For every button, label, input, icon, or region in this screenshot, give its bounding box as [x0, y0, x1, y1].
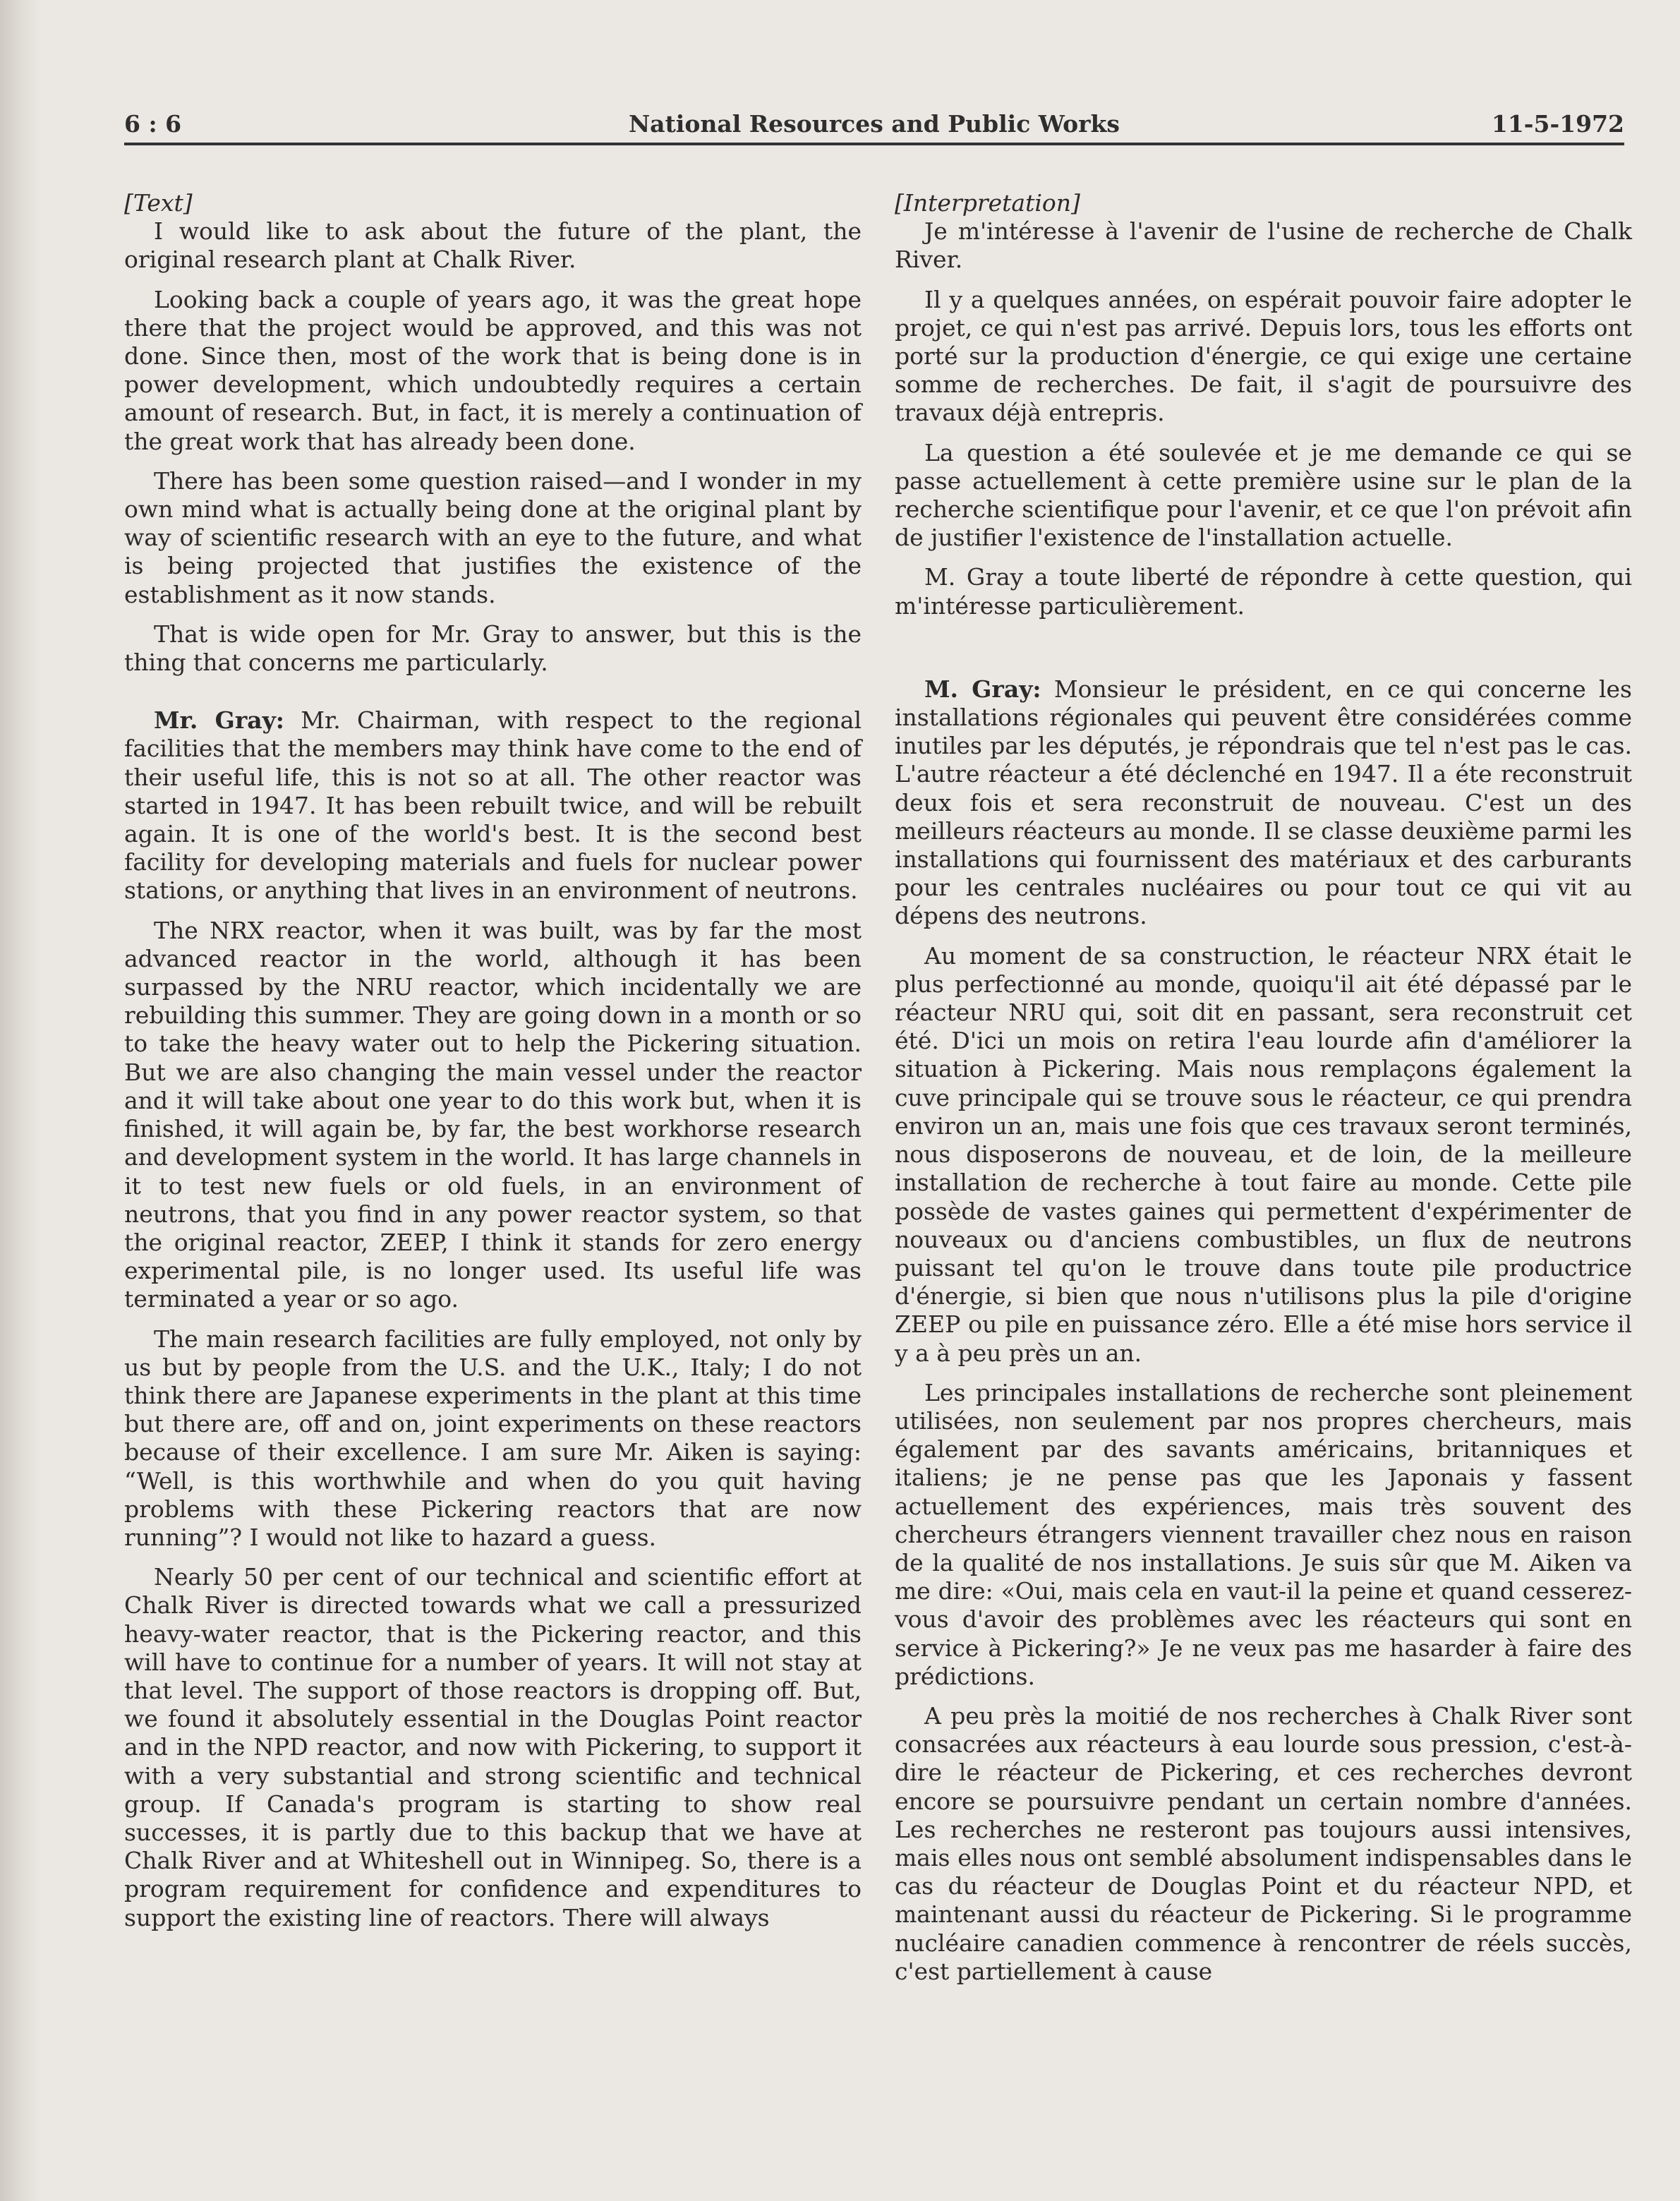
paragraph: Looking back a couple of years ago, it was the great hope there that the project would be approved, and this was not done. Since then, most of the work that is being done is in power development, which undoubtedly requires a certain amount of research. But, in fact, it is merely a continuation of the great work that has already been done.: [124, 285, 862, 455]
page-number: 6 : 6: [124, 110, 182, 138]
speaker-name: M. Gray:: [924, 675, 1041, 703]
speaker-text: Mr. Chairman, with respect to the regional facilities that the members may think have come to the end of their useful life, this is not so at all. The other reactor was started in 1947. It has been rebuilt twice, and will be rebuilt again. It is one of the world's best. It is the second best facility for developing materials and fuels for nuclear power stations, or anything that lives in an environment of neutrons.: [124, 706, 862, 905]
text-label: [Text]: [124, 189, 193, 217]
paragraph: The main research facilities are fully employed, not only by us but by people from the U.S. and the U.K., Italy; I do not think there are Japanese experiments in the plant at this time but there are, off and on, joint experiments on these reactors because of their excellence. I am sure Mr. Aiken is saying: “Well, is this worthwhile and when do you quit having problems with these Pickering reactors that are now running”? I would not like to hazard a guess.: [124, 1325, 862, 1551]
speaker-text: Monsieur le président, en ce qui concerne les installations régionales qui peuvent être considérées comme inutiles par les députés, je répondrais que tel n'est pas le cas. L'autre réacteur a été déclenché en 1947. Il a éte reconstruit deux fois et sera reconstruit de nouveau. C'est un des meilleurs réacteurs au monde. Il se classe deuxième parmi les installations qui fournissent des matériaux et des carburants pour les centrales nucléaires ou pour tout ce qui vit au dépens des neutrons.: [895, 675, 1632, 930]
page-binding-edge: [0, 0, 41, 2201]
paragraph: There has been some question raised—and I wonder in my own mind what is actually being done at the original plant by way of scientific research with an eye to the future, and what is being projected that justifies the existence of the establishment as it now stands.: [124, 466, 862, 608]
paragraph: Je m'intéresse à l'avenir de l'usine de recherche de Chalk River.: [895, 217, 1632, 274]
page-header: [124, 106, 1624, 145]
paragraph: M. Gray a toute liberté de répondre à cette question, qui m'intéresse particulièrement.: [895, 563, 1632, 620]
speaker-paragraph: [895, 675, 1632, 931]
paragraph: I would like to ask about the future of the plant, the original research plant at Chalk River.: [124, 217, 862, 274]
header-date: 11-5-1972: [1491, 110, 1624, 138]
section-gap: [124, 688, 862, 706]
french-column: [895, 189, 1632, 1997]
paragraph: The NRX reactor, when it was built, was by far the most advanced reactor in the world, although it has been surpassed by the NRU reactor, which incidentally we are rebuilding this summer. They are going down in a month or so to take the heavy water out to help the Pickering situation. But we are also changing the main vessel under the reactor and it will take about one year to do this work but, when it is finished, it will again be, by far, the best workhorse research and development system in the world. It has large channels in it to test new fuels or old fuels, in an environment of neutrons, that you find in any power reactor system, so that the original reactor, ZEEP, I think it stands for zero energy experimental pile, is no longer used. Its useful life was terminated a year or so ago.: [124, 916, 862, 1313]
section-gap: [895, 632, 1632, 675]
english-column: [124, 189, 862, 1943]
paragraph: Nearly 50 per cent of our technical and scientific effort at Chalk River is directed towards what we call a pressurized heavy-water reactor, that is the Pickering reactor, and this will have to continue for a number of years. It will not stay at that level. The support of those reactors is dropping off. But, we found it absolutely essential in the Douglas Point reactor and in the NPD reactor, and now with Pickering, to support it with a very substantial and strong scientific and technical group. If Canada's program is starting to show real successes, it is partly due to this backup that we have at Chalk River and at Whiteshell out in Winnipeg. So, there is a program requirement for confidence and expenditures to support the existing line of reactors. There will always: [124, 1563, 862, 1931]
paragraph: Au moment de sa construction, le réacteur NRX était le plus perfectionné au monde, quoiqu'il ait été dépassé par le réacteur NRU qui, soit dit en passant, sera reconstruit cet été. D'ici un mois on retira l'eau lourde afin d'améliorer la situation à Pickering. Mais nous remplaçons également la cuve principale qui se trouve sous le réacteur, ce qui prendra environ un an, mais une fois que ces travaux seront terminés, nous disposerons de nouveau, et de loin, de la meilleure installation de recherche à tout faire au monde. Cette pile possède de vastes gaines qui permettent d'expérimenter de nouveaux ou d'anciens combustibles, un flux de neutrons puissant tel qu'on le trouve dans toute pile productrice d'énergie, si bien que nous n'utilisons plus la pile d'origine ZEEP ou pile en puissance zéro. Elle a été mise hors service il y a à peu près un an.: [895, 941, 1632, 1367]
paragraph: Les principales installations de recherche sont pleinement utilisées, non seulement par nos propres chercheurs, mais également par des savants américains, britanniques et italiens; je ne pense pas que les Japonais y fassent actuellement des expériences, mais très souvent des chercheurs étrangers viennent travailler chez nous en raison de la qualité de nos installations. Je suis sûr que M. Aiken va me dire: «Oui, mais cela en vaut-il la peine et quand cesserez-vous d'avoir des problèmes avec les réacteurs qui sont en service à Pickering?» Je ne veux pas me hasarder à faire des prédictions.: [895, 1378, 1632, 1690]
interpretation-label: [Interpretation]: [895, 189, 1080, 217]
paragraph: Il y a quelques années, on espérait pouvoir faire adopter le projet, ce qui n'est pas arrivé. Depuis lors, tous les efforts ont porté sur la production d'énergie, ce qui exige une certaine somme de recherches. De fait, il s'agit de poursuivre des travaux déjà entrepris.: [895, 285, 1632, 427]
paragraph: La question a été soulevée et je me demande ce qui se passe actuellement à cette première usine sur le plan de la recherche scientifique pour l'avenir, et ce que l'on prévoit afin de justifier l'existence de l'installation actuelle.: [895, 438, 1632, 552]
paragraph: That is wide open for Mr. Gray to answer, but this is the thing that concerns me particularly.: [124, 620, 862, 677]
speaker-name: Mr. Gray:: [154, 706, 284, 735]
paragraph: A peu près la moitié de nos recherches à Chalk River sont consacrées aux réacteurs à eau lourde sous pression, c'est-à-dire le réacteur de Pickering, et ces recherches devront encore se poursuivre pendant un certain nombre d'années. Les recherches ne resteront pas toujours aussi intensives, mais elles nous ont semblé absolument indispensables dans le cas du réacteur de Douglas Point et du réacteur NPD, et maintenant aussi du réacteur de Pickering. Si le programme nucléaire canadien commence à rencontrer de réels succès, c'est partiellement à cause: [895, 1701, 1632, 1985]
speaker-paragraph: [124, 706, 862, 905]
running-title: National Resources and Public Works: [629, 110, 1120, 138]
